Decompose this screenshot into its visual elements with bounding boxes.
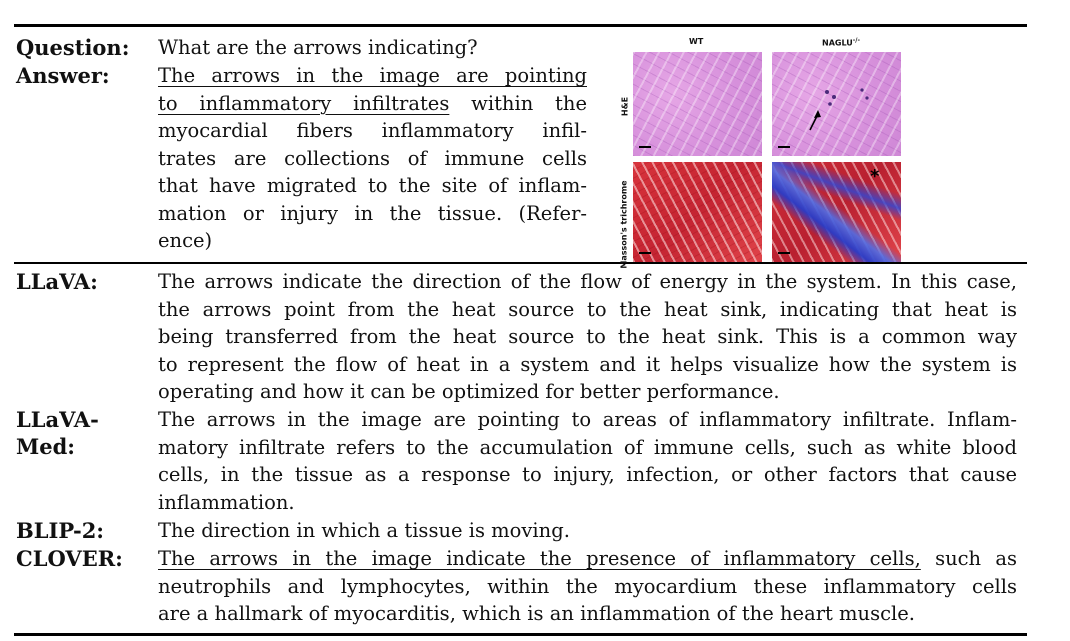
row-label-he: H&E [620, 96, 630, 117]
llava-label: LLaVA: [16, 269, 98, 294]
blip2-label: BLIP-2: [16, 518, 105, 543]
masson-wt-panel [633, 162, 762, 262]
he-naglu-panel [772, 52, 901, 156]
llava-med-label: LLaVA- Med: [16, 407, 99, 459]
bottom-rule [14, 633, 1027, 636]
col-label-naglu: NAGLU-/- [822, 37, 860, 48]
clover-label: CLOVER: [16, 546, 123, 571]
answer-text: The arrows in the image are pointing to inflammatory infiltrates within the myocardial fibers inflammatory infil- trates are collections of immune cells that have migrated to the site of inflam- mation or injury in the tissue. (Refer- ence) [158, 64, 587, 252]
histology-figure [614, 34, 904, 269]
he-wt-panel [633, 52, 762, 156]
scale-bar [639, 146, 651, 148]
answer-label: Answer: [16, 63, 110, 88]
question-label: Question: [16, 35, 130, 60]
llava-med-text: The arrows in the image are pointing to areas of inflammatory infiltrate. Inflam- matory infiltrate refers to the accumulation of immune cells, such as white blood cells, in the tissue as a response to injury, infection, or other factors that cause inflammation. [158, 408, 1017, 514]
scale-bar [639, 252, 651, 254]
col-label-wt: WT [689, 37, 704, 46]
row-label-masson: Masson's trichrome [619, 180, 629, 269]
question-text: What are the arrows indicating? [158, 36, 478, 59]
scale-bar [778, 146, 790, 148]
llava-text: The arrows indicate the direction of the flow of energy in the system. In this case, the arrows point from the heat source to the heat sink, indicating that heat is being transferred from the heat source to the heat sink. This is a common way to represent the flow of heat in a system and it helps visualize how the system is operating and how it can be optimized for better performance. [158, 270, 1017, 403]
masson-naglu-panel [772, 162, 901, 262]
arrow-icon [772, 52, 901, 156]
asterisk-marker: * [870, 166, 880, 187]
blip2-text: The direction in which a tissue is moving. [158, 519, 570, 542]
clover-text: The arrows in the image indicate the presence of inflammatory cells, such as neutrophils and lymphocytes, within the myocardium these inflammatory cells are a hallmark of myocarditis, which is an inflammation of the heart muscle. [158, 547, 1018, 625]
scale-bar [778, 252, 790, 254]
top-rule [14, 24, 1027, 27]
